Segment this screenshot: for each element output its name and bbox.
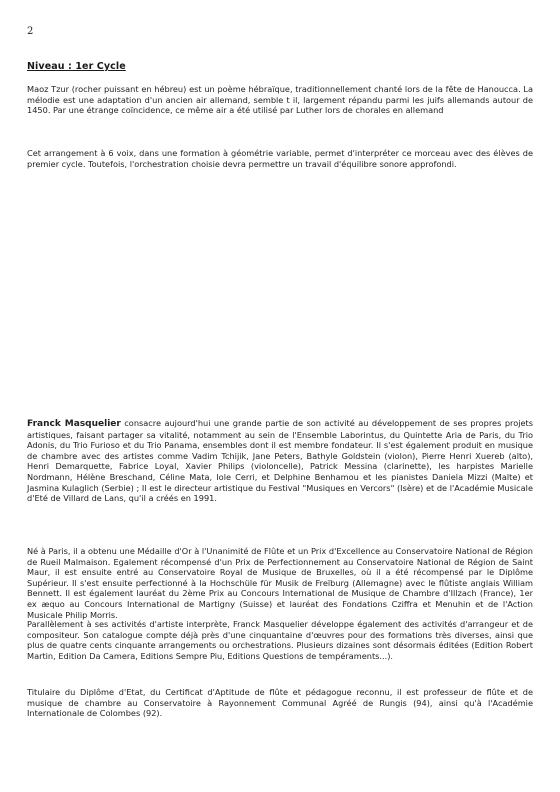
biography-paragraph-1: [27, 418, 533, 504]
biography-paragraph-4: [27, 687, 533, 719]
intro-paragraph-1: [27, 84, 533, 116]
page-number: 2: [27, 26, 34, 37]
biography-paragraph-2: [27, 546, 533, 620]
intro-paragraph-1-text: Maoz Tzur (rocher puissant en hébreu) est un poème hébraïque, traditionnellement chanté lors de la fête de Hanoucca. La mélodie est une adaptation d'un ancien air allemand, semble t il, largement répandu parmi les juifs allemands autour de 1450. Par une étrange coïncidence, ce même air a été utilisé par Luther lors de chorales en allemand: [27, 84, 533, 116]
biography-paragraph-1-body: consacre aujourd'hui une grande partie de son activité au développement de ses propres projets artistiques, faisant partager sa vitalité, notamment au sein de l'Ensemble Laborintus, du Quintette Aria de Paris, du Trio Adonis, du Trio Furioso et du Trio Panama, ensembles dont il est membre fondateur. Il s'est également produit en musique de chambre avec des artistes comme Vadim Tchijik, Jane Peters, Bathyle Goldstein (violon), Pierre Henri Xuereb (alto), Henri Demarquette, Fabrice Loyal, Xavier Philips (violoncelle), Patrick Messina (clarinette), les harpistes Marielle Nordmann, Hélène Breschand, Céline Mata, Iole Cerri, et Delphine Benhamou et les pianistes Daniela Mizzi (Malte) et Jasmina Kulaglich (Serbie) ; Il est le directeur artistique du Festival "Musiques en Vercors" (Isère) et de l'Académie Musicale d'Eté de Villard de Lans, qu'il a créés en 1991.: [27, 418, 533, 504]
intro-paragraph-2: [27, 148, 533, 169]
intro-paragraph-2-text: Cet arrangement à 6 voix, dans une formation à géométrie variable, permet d'interpréter ce morceau avec des élèves de premier cycle. Toutefois, l'orchestration choisie devra permettre un travail d'équilibre sonore approfondi.: [27, 148, 533, 169]
biography-paragraph-3-text: Parallèlement à ses activités d'artiste interprète, Franck Masquelier développe également des activités d'arrangeur et de compositeur. Son catalogue compte déjà près d'une cinquantaine d'œuvres pour des formations très diverses, ainsi que plus de quatre cents cinquante arrangements ou orchestrations. Plusieurs dizaines sont désormais éditées (Edition Robert Martin, Edition Da Camera, Editions Sempre Piu, Editions Questions de tempéraments...).: [27, 619, 533, 661]
biography-paragraph-4-text: Titulaire du Diplôme d'Etat, du Certificat d'Aptitude de flûte et pédagogue reconnu, il est professeur de flûte et de musique de chambre au Conservatoire à Rayonnement Communal Agréé de Rungis (94), ainsi qu'à l'Académie Internationale de Colombes (92).: [27, 687, 533, 719]
biography-paragraph-1-text: [27, 418, 533, 504]
level-heading: Niveau : 1er Cycle: [27, 61, 126, 72]
biography-paragraph-3: [27, 619, 533, 661]
biography-paragraph-2-text: Né à Paris, il a obtenu une Médaille d'Or à l'Unanimité de Flûte et un Prix d'Excellence au Conservatoire National de Région de Rueil Malmaison. Egalement récompensé d'un Prix de Perfectionnement au Conservatoire National de Région de Saint Maur, il est ensuite entré au Conservatoire Royal de Musique de Bruxelles, où il a été récompensé par le Diplôme Supérieur. Il s'est ensuite perfectionné à la Hochschüle für Musik de Freïburg (Allemagne) avec le flûtiste anglais William Bennett. Il est également lauréat du 2ème Prix au Concours International de Musique de Chambre d'Illzach (France), 1er ex æquo au Concours International de Martigny (Suisse) et lauréat des Fondations Cziffra et Menuhin et de l'Action Musicale Philip Morris.: [27, 546, 533, 620]
author-name: Franck Masquelier: [27, 419, 121, 429]
